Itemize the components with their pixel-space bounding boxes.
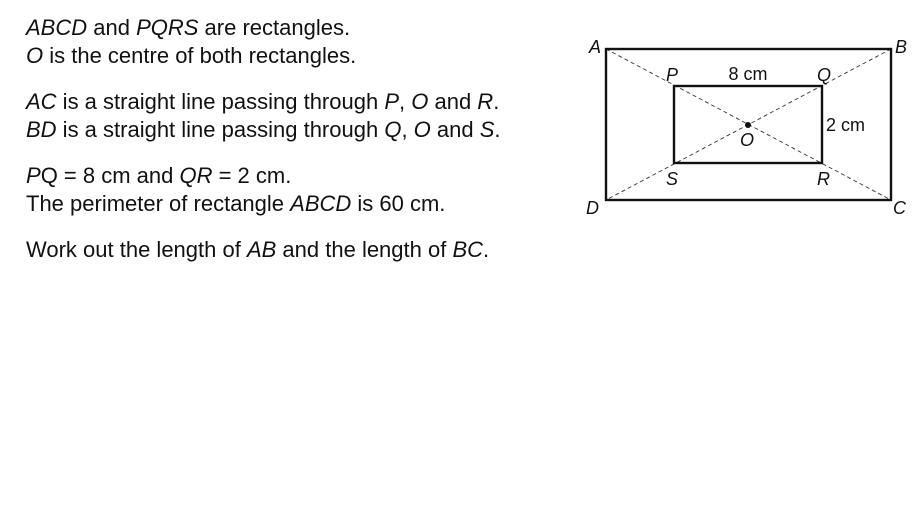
text-line xyxy=(26,236,586,264)
text-line xyxy=(26,88,586,116)
text-run: are rectangles. xyxy=(198,15,351,40)
text-run-italic: BC xyxy=(452,237,484,262)
text-run: The perimeter of rectangle xyxy=(26,191,291,216)
text-run: = 2 cm. xyxy=(212,163,292,188)
text-run-italic: BD xyxy=(26,117,57,142)
question-text xyxy=(26,14,586,282)
text-run: is 60 cm. xyxy=(351,191,446,216)
vertex-label-p: P xyxy=(666,65,679,85)
text-run: and xyxy=(430,117,480,142)
text-run-italic: ABCD xyxy=(26,15,88,40)
text-run: and xyxy=(87,15,137,40)
text-run: is a straight line passing through xyxy=(56,89,385,114)
paragraph-rectangles xyxy=(26,14,586,70)
text-run-italic: P xyxy=(26,163,41,188)
vertex-label-c: C xyxy=(893,198,906,218)
vertex-label-r: R xyxy=(817,169,830,189)
centre-point-o xyxy=(745,122,751,128)
rectangles-diagram xyxy=(580,30,910,225)
text-run: . xyxy=(483,237,490,262)
vertex-label-b: B xyxy=(895,37,908,57)
text-run-italic: O xyxy=(411,89,429,114)
text-run-italic: ABCD xyxy=(290,191,352,216)
text-run: Work out the length of xyxy=(26,237,247,262)
paragraph-lines xyxy=(26,88,586,144)
text-run-italic: AC xyxy=(26,89,57,114)
text-run-italic: S xyxy=(479,117,495,142)
text-run-italic: O xyxy=(26,43,44,68)
text-line xyxy=(26,162,586,190)
text-run-italic: P xyxy=(384,89,399,114)
vertex-label-d: D xyxy=(586,198,599,218)
measurement-pq: 8 cm xyxy=(728,64,768,84)
vertex-label-o: O xyxy=(740,130,755,150)
text-run: and xyxy=(428,89,478,114)
text-line xyxy=(26,190,586,218)
text-run: . xyxy=(494,117,501,142)
text-run-italic: R xyxy=(477,89,494,114)
text-run-italic: QR xyxy=(179,163,213,188)
text-line xyxy=(26,42,586,70)
text-run-italic: AB xyxy=(246,237,277,262)
text-run-italic: Q xyxy=(384,117,402,142)
text-line xyxy=(26,14,586,42)
measurement-qr: 2 cm xyxy=(826,115,866,135)
vertex-label-s: S xyxy=(666,169,679,189)
text-run-italic: PQRS xyxy=(136,15,199,40)
text-run: , xyxy=(401,117,414,142)
text-run: Q = 8 cm and xyxy=(40,163,180,188)
text-run: is the centre of both rectangles. xyxy=(43,43,357,68)
text-run: and the length of xyxy=(276,237,453,262)
paragraph-task xyxy=(26,236,586,264)
vertex-label-q: Q xyxy=(817,65,832,85)
text-run: . xyxy=(493,89,500,114)
paragraph-given xyxy=(26,162,586,218)
text-line xyxy=(26,116,586,144)
vertex-label-a: A xyxy=(589,37,602,57)
text-run-italic: O xyxy=(413,117,431,142)
text-run: , xyxy=(399,89,412,114)
text-run: is a straight line passing through xyxy=(56,117,385,142)
